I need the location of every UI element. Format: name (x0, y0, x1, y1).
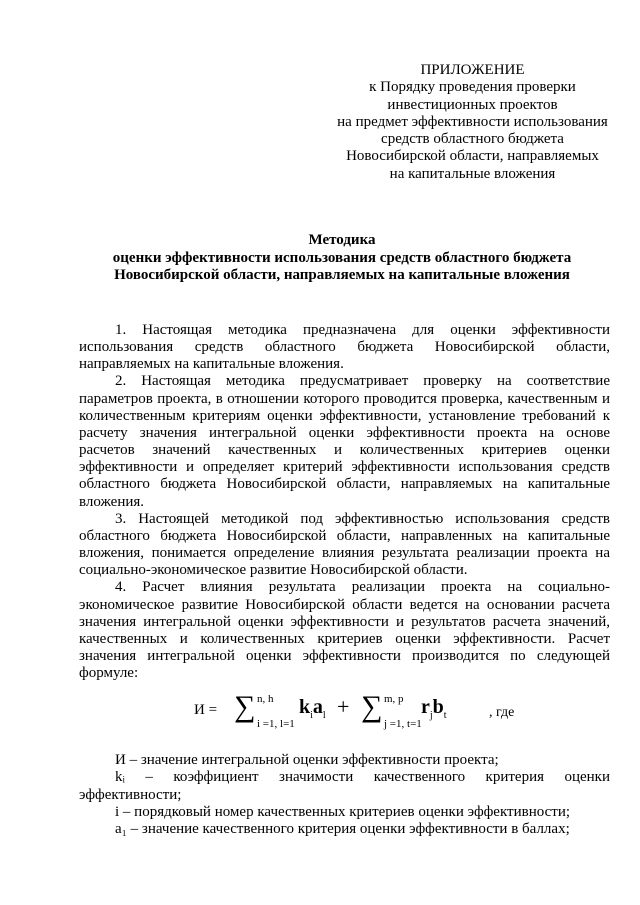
paragraph-3: 3. Настоящей методикой под эффективностью использования средств областного бюджета Новосибирской области, направленных на капитальные вложения, понимается определение влияния результата реализации проекта на социально-экономическое развитие Новосибирской области. (79, 510, 610, 579)
appendix-title: ПРИЛОЖЕНИЕ (420, 62, 525, 78)
b-symbol: b (432, 696, 444, 719)
appendix-line: к Порядку проведения проверки (369, 79, 576, 96)
formula-lhs: И = (194, 702, 218, 719)
appendix-header (300, 62, 640, 183)
formula-term-1 (299, 696, 326, 724)
definition-4: a₁ – значение качественного критерия оценки эффективности в баллах; (115, 820, 570, 837)
a-symbol: a (312, 696, 323, 719)
document-title (60, 232, 624, 285)
integral-formula (79, 686, 610, 738)
sum1-upper-limit: n, h (257, 693, 274, 706)
definition-3: i – порядковый номер качественных критериев оценки эффективности; (115, 803, 571, 820)
definition-2: kᵢ – коэффициент значимости качественного критерия оценки эффективности; (79, 769, 610, 803)
k-symbol: k (299, 696, 311, 719)
appendix-line: на капитальные вложения (389, 165, 556, 182)
formula-where: , где (489, 705, 515, 721)
title-heading: Методика (308, 232, 376, 248)
paragraph-2: 2. Настоящая методика предусматривает проверку на соответствие параметров проекта, в отношении которого проводится проверка, качественным и количественным критериям оценки эффективности, установление требований к расчету значения интегральной оценки эффективности проекта на основе расчетов значений качественных и количественных критериев оценки эффективности и определяет критерий эффективности использования средств областного бюджета Новосибирской области, направляемых на капитальные вложения. (79, 373, 610, 510)
sum2-upper-limit: m, p (384, 693, 404, 706)
b-subscript: t (443, 710, 447, 722)
k-subscript: i (310, 710, 313, 722)
title-line: оценки эффективности использования средств областного бюджета (112, 249, 572, 266)
appendix-line: на предмет эффективности использования (337, 113, 608, 130)
sum-symbol-1: ∑ (234, 690, 256, 724)
sum-symbol-2: ∑ (361, 690, 383, 724)
document-body (79, 322, 610, 838)
paragraph-1: 1. Настоящая методика предназначена для оценки эффективности использования средств областного бюджета Новосибирской области, направляемых на капитальные вложения. (79, 322, 610, 373)
formula-plus: + (337, 694, 350, 720)
sum1-lower-limit: i =1, l=1 (257, 718, 295, 731)
appendix-line: Новосибирской области, направляемых (346, 148, 599, 165)
appendix-line: инвестиционных проектов (387, 96, 558, 113)
title-line: Новосибирской области, направляемых на капитальные вложения (114, 267, 570, 283)
sum2-lower-limit: j =1, t=1 (384, 718, 422, 731)
appendix-line: средств областного бюджета (381, 131, 564, 148)
paragraph-4: 4. Расчет влияния результата реализации проекта на социально-экономическое развитие Новосибирской области ведется на основании расчета значения интегральной оценки эффективности и результатов расчета значений, качественных и количественных критериев оценки эффективности. Расчет значения интегральной оценки эффективности производится по следующей формуле: (79, 579, 610, 682)
r-symbol: r (421, 696, 430, 719)
definition-1: И – значение интегральной оценки эффективности проекта; (115, 752, 499, 769)
r-subscript: j (429, 710, 433, 722)
formula-term-2 (421, 696, 447, 724)
a-subscript: l (322, 710, 326, 722)
